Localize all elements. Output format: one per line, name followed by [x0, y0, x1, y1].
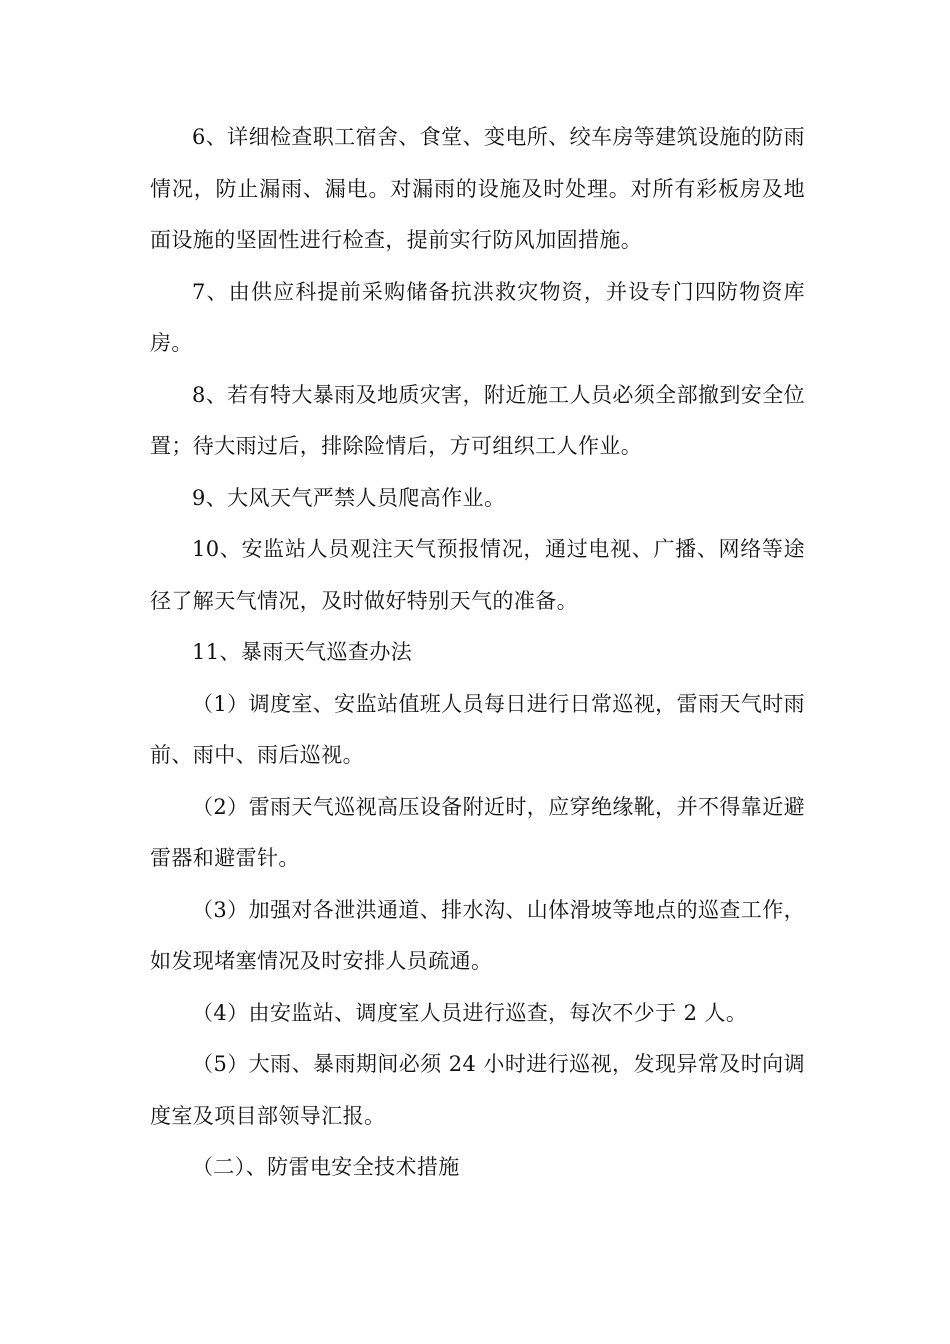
- paragraph-item-7: 7、由供应科提前采购储备抗洪救灾物资，并设专门四防物资库房。: [150, 279, 805, 355]
- paragraph-item-11-heading: 11、暴雨天气巡查办法: [192, 640, 413, 664]
- paragraph-subitem-4: （4）由安监站、调度室人员进行巡查，每次不少于 2 人。: [192, 1000, 748, 1025]
- paragraph-subitem-3: （3）加强对各泄洪通道、排水沟、山体滑坡等地点的巡查工作，如发现堵塞情况及时安排人员疏通。: [150, 897, 805, 973]
- paragraph-item-6: 6、详细检查职工宿舍、食堂、变电所、绞车房等建筑设施的防雨情况，防止漏雨、漏电。对漏雨的设施及时处理。对所有彩板房及地面设施的坚固性进行检查，提前实行防风加固措施。: [150, 125, 805, 252]
- paragraph-item-8: 8、若有特大暴雨及地质灾害，附近施工人员必须全部撤到安全位置；待大雨过后，排除险情后，方可组织工人作业。: [150, 382, 805, 458]
- section-heading-lightning-safety: （二）、防雷电安全技术措施: [192, 1155, 460, 1179]
- paragraph-subitem-2: （2）雷雨天气巡视高压设备附近时，应穿绝缘靴，并不得靠近避雷器和避雷针。: [150, 794, 805, 870]
- document-body: [150, 112, 805, 1194]
- paragraph-item-10: 10、安监站人员观注天气预报情况，通过电视、广播、网络等途径了解天气情况，及时做好特别天气的准备。: [150, 537, 805, 613]
- paragraph-subitem-5: （5）大雨、暴雨期间必须 24 小时进行巡视，发现异常及时向调度室及项目部领导汇报。: [150, 1052, 805, 1128]
- paragraph-item-9: 9、大风天气严禁人员爬高作业。: [192, 485, 506, 510]
- paragraph-subitem-1: （1）调度室、安监站值班人员每日进行日常巡视，雷雨天气时雨前、雨中、雨后巡视。: [150, 691, 805, 767]
